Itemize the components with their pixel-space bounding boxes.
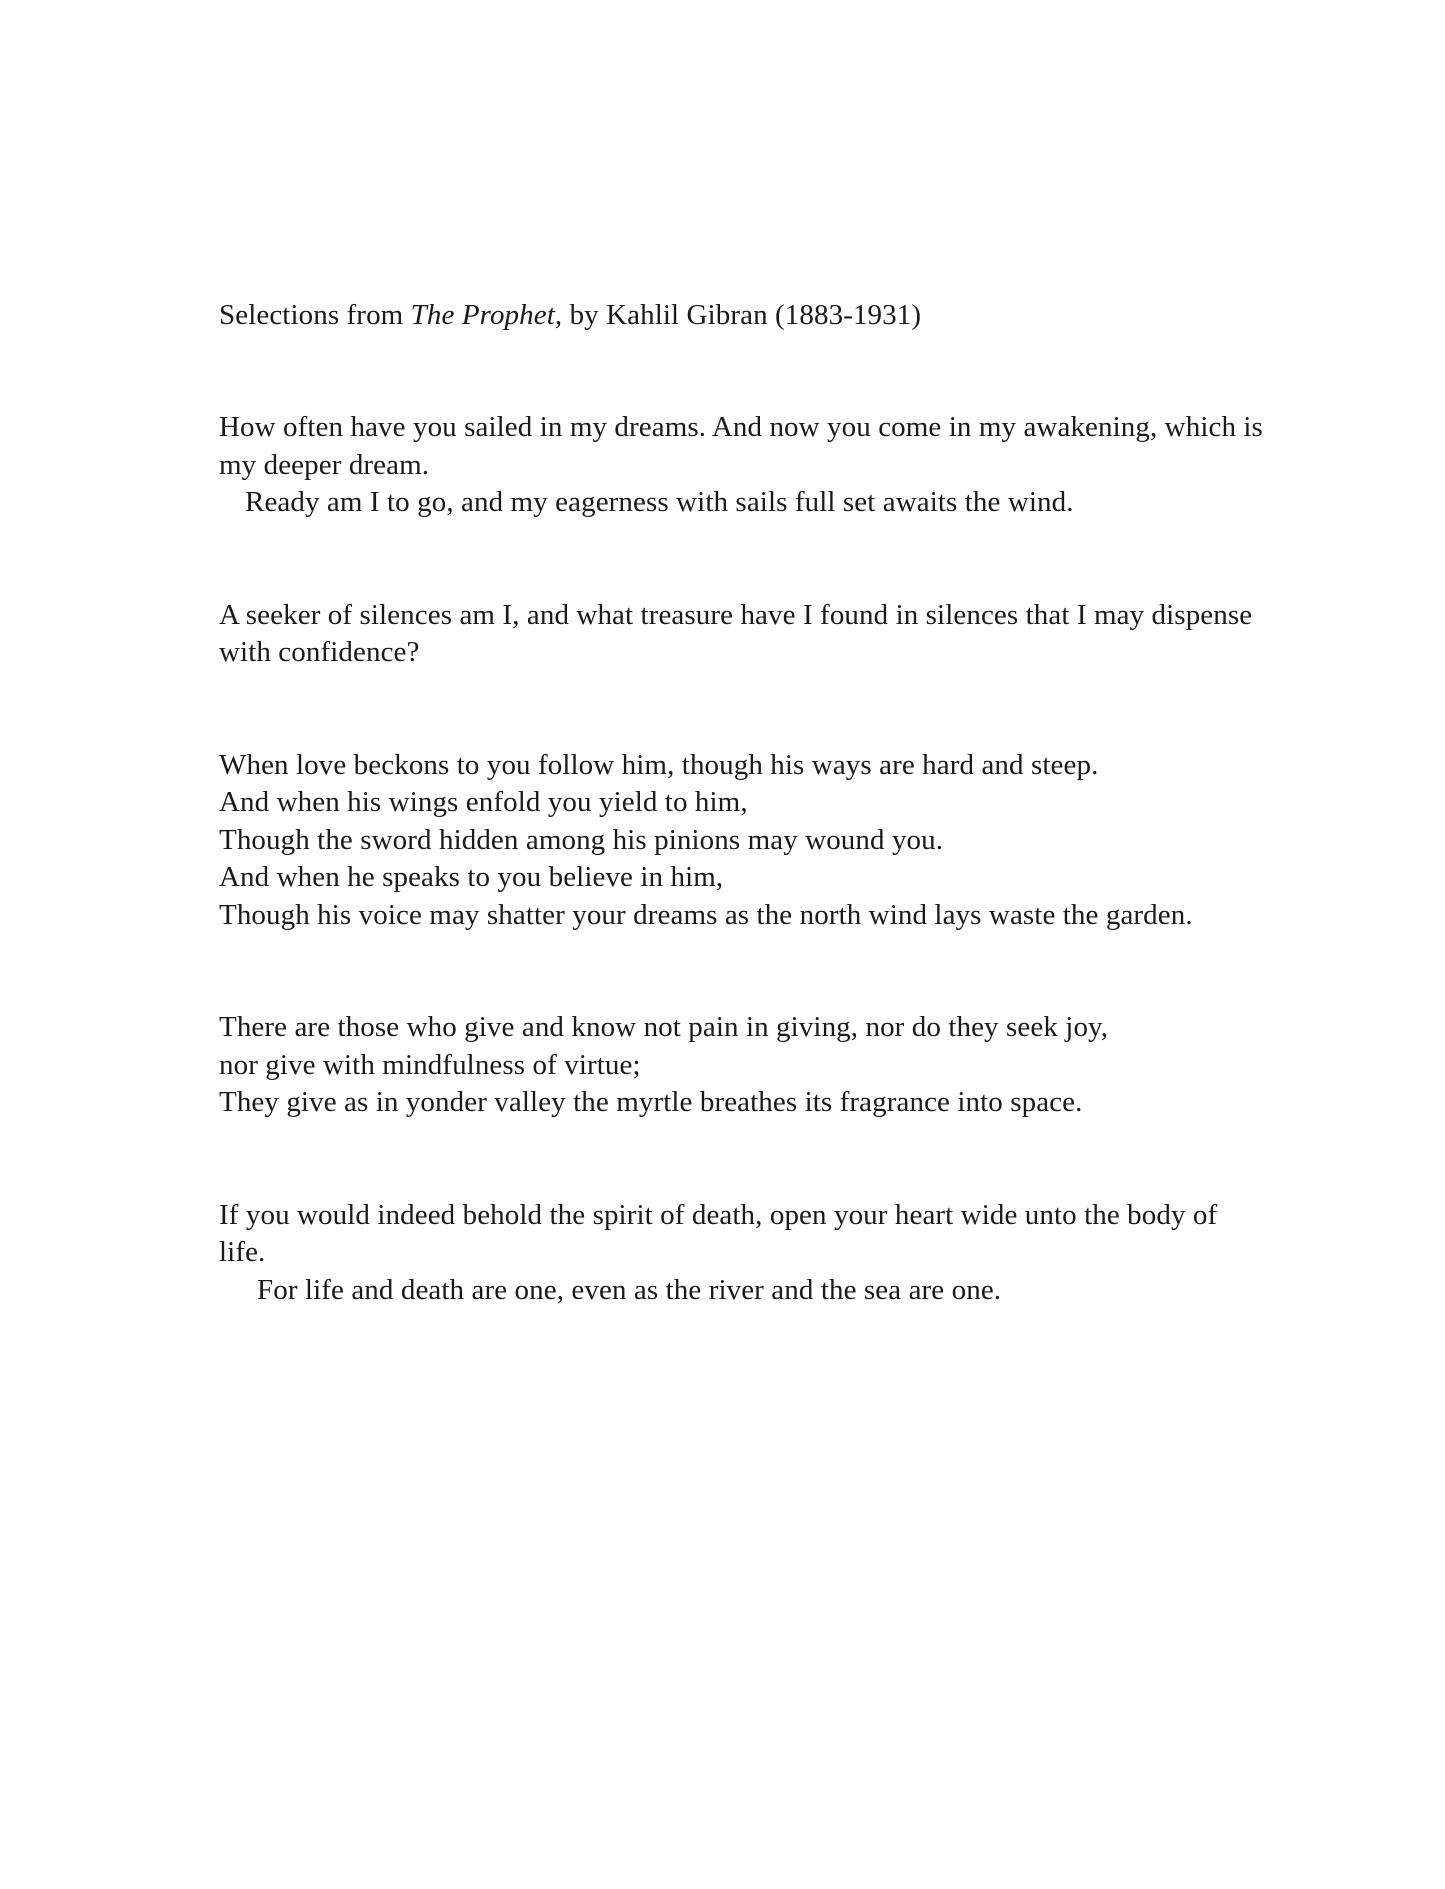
stanza-spacer xyxy=(219,522,1271,597)
stanza-line: And when he speaks to you believe in him, xyxy=(219,861,724,893)
stanza-line: For life and death are one, even as the river and the sea are one. xyxy=(257,1273,1002,1306)
stanza-line: When love beckons to you follow him, though his ways are hard and steep. xyxy=(219,748,1099,781)
stanza xyxy=(219,1009,1271,1122)
title-suffix: , by Kahlil Gibran (1883-1931) xyxy=(554,299,922,331)
stanza-line: How often have you sailed in my dreams. And now you come in my awakening, which is my deeper dream. xyxy=(219,411,1263,481)
stanza-line: There are those who give and know not pain in giving, nor do they seek joy, xyxy=(219,1011,1109,1043)
stanza-line: They give as in yonder valley the myrtle breathes its fragrance into space. xyxy=(219,1086,1083,1118)
stanza-line: If you would indeed behold the spirit of death, open your heart wide unto the body of life. xyxy=(219,1198,1218,1268)
stanza-line: Ready am I to go, and my eagerness with sails full set awaits the wind. xyxy=(245,486,1074,518)
stanza-line: A seeker of silences am I, and what treasure have I found in silences that I may dispense with confidence? xyxy=(219,598,1253,668)
stanza-spacer xyxy=(219,1122,1271,1197)
stanza-line: Though the sword hidden among his pinions may wound you. xyxy=(219,823,944,856)
stanza xyxy=(219,747,1271,935)
stanza-container xyxy=(219,409,1271,1309)
stanza xyxy=(219,597,1271,672)
stanza-line: And when his wings enfold you yield to him, xyxy=(219,786,748,818)
stanza xyxy=(219,1197,1271,1310)
stanza-spacer xyxy=(219,934,1271,1009)
stanza xyxy=(219,409,1271,522)
stanza-line: nor give with mindfulness of virtue; xyxy=(219,1048,641,1081)
text-column xyxy=(219,296,1271,1309)
title-prefix: Selections from xyxy=(219,299,411,331)
page-title xyxy=(219,296,1271,334)
stanza-line: Though his voice may shatter your dreams as the north wind lays waste the garden. xyxy=(219,898,1193,931)
title-spacer xyxy=(219,334,1271,409)
work-title: The Prophet xyxy=(410,299,555,331)
stanza-spacer xyxy=(219,672,1271,747)
